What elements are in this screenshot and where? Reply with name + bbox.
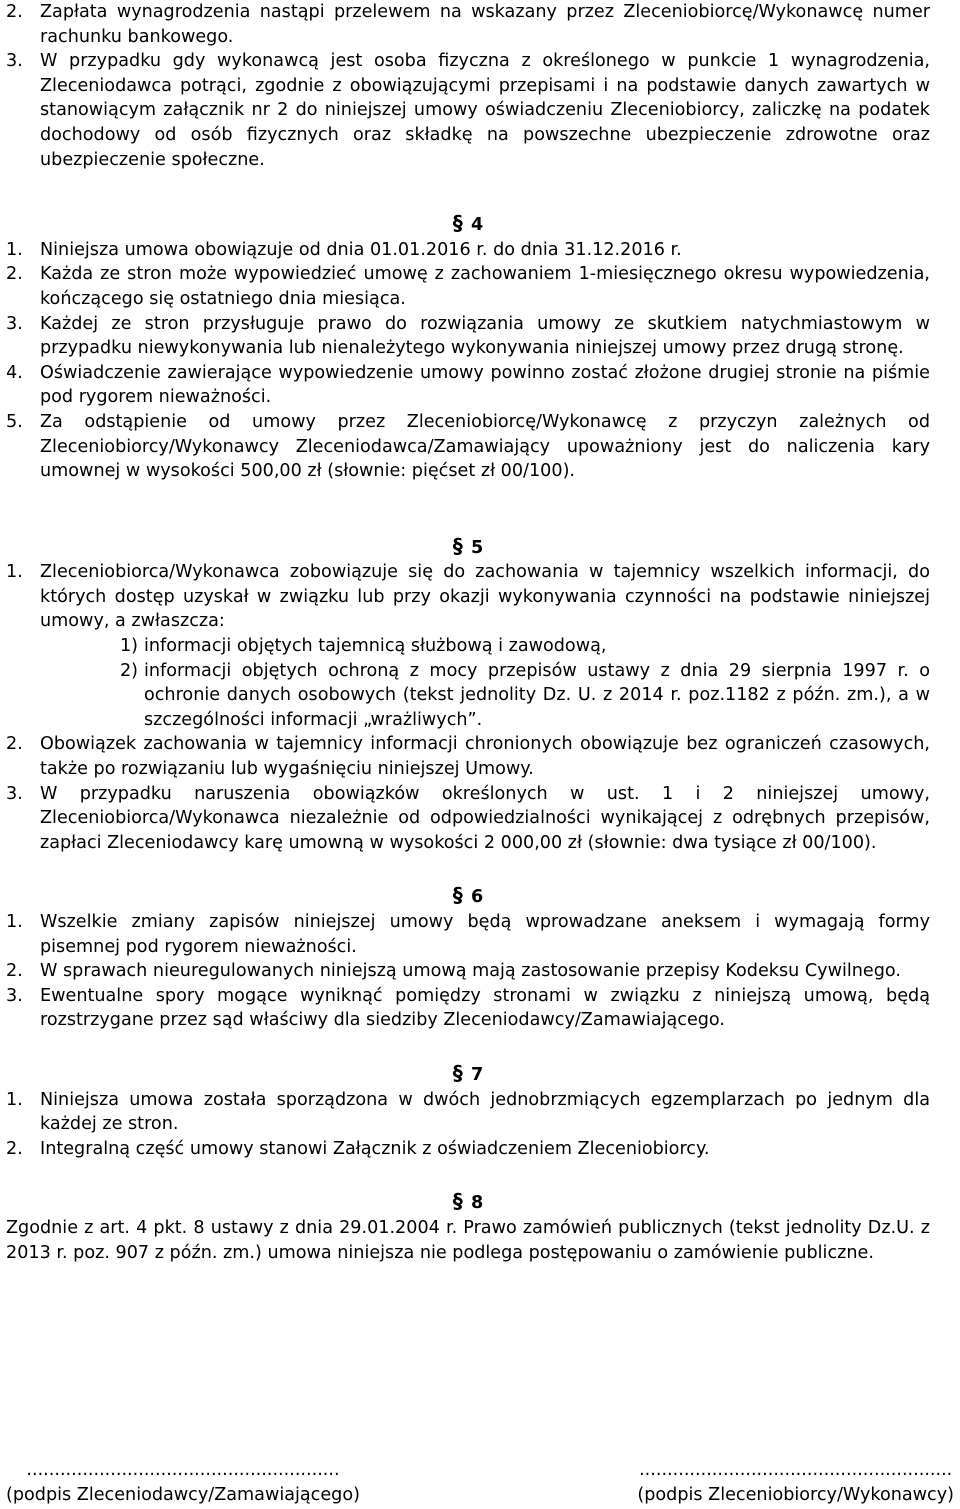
list-item (6, 959, 930, 984)
section-number: 5 (470, 537, 484, 558)
list-item (6, 312, 930, 361)
section-number: 6 (470, 887, 484, 908)
sub-item-text: informacji objętych tajemnicą służbową i zawodową, (144, 636, 607, 657)
item-text: Niniejsza umowa została sporządzona w dwóch jednobrzmiących egzemplarzach po jednym dla każdej ze stron. (40, 1089, 930, 1135)
item-number: 2. (6, 734, 23, 755)
section-number: 4 (470, 215, 484, 236)
signature-line: ........................................................ (26, 1460, 340, 1480)
item-number: 2. (6, 264, 23, 285)
item-number: 3. (6, 985, 23, 1006)
section-4-heading (6, 211, 930, 238)
sub-list-item (102, 634, 930, 659)
item-text: W sprawach nieuregulowanych niniejszą umową mają zastosowanie przepisy Kodeksu Cywilnego. (40, 961, 901, 982)
list-item (6, 1137, 930, 1162)
section-symbol: § (452, 883, 463, 908)
section-symbol: § (452, 1189, 463, 1214)
sub-item-number: 2) (119, 660, 138, 681)
item-text: Zapłata wynagrodzenia nastąpi przelewem na wskazany przez Zleceniobiorcę/Wykonawcę numer rachunku bankowego. (40, 2, 930, 47)
sub-item-number: 1) (119, 636, 138, 657)
item-text: Każda ze stron może wypowiedzieć umowę z zachowaniem 1-miesięcznego okresu wypowiedzenia, kończącego się ostatniego dnia miesiąca. (40, 264, 930, 309)
item-text: Oświadczenie zawierające wypowiedzenie umowy powinno zostać złożone drugiej stronie na piśmie pod rygorem nieważności. (40, 362, 930, 408)
signature-right (637, 1458, 954, 1507)
section-8-text: Zgodnie z art. 4 pkt. 8 ustawy z dnia 29.01.2004 r. Prawo zamówień publicznych (tekst jednolity Dz.U. z 2013 r. poz. 907 z późn. zm.) umowa niniejsza nie podlega postępowaniu o zamówienie publiczne. (6, 1217, 930, 1263)
item-number: 2. (6, 1138, 23, 1159)
item-number: 1. (6, 562, 23, 583)
list-item (6, 361, 930, 410)
item-text: Integralną część umowy stanowi Załącznik z oświadczeniem Zleceniobiorcy. (40, 1138, 710, 1159)
list-item (6, 49, 930, 172)
item-text: Ewentualne spory mogące wyniknąć pomiędzy stronami w związku z niniejszą umową, będą rozstrzygane przez sąd właściwy dla siedziby Zleceniodawcy/Zamawiającego. (40, 985, 930, 1031)
section-symbol: § (452, 533, 463, 558)
signature-left (6, 1458, 360, 1507)
list-item (6, 0, 930, 49)
list-item (6, 732, 930, 781)
item-text: Każdej ze stron przysługuje prawo do rozwiązania umowy ze skutkiem natychmiastowym w przypadku niewykonywania lub nienależytego wykonywania niniejszej umowy przez drugą stronę. (40, 313, 930, 359)
list-item (6, 782, 930, 856)
item-text: Obowiązek zachowania w tajemnicy informacji chronionych obowiązuje bez ograniczeń czasowych, także po rozwiązaniu lub wygaśnięciu niniejszej Umowy. (40, 734, 930, 780)
item-text: W przypadku gdy wykonawcą jest osoba fizyczna z określonego w punkcie 1 wynagrodzenia, Zleceniodawca potrąci, zgodnie z obowiązującymi przepisami i na podstawie danych zawartych w stanowiącym załącznik nr 2 do niniejszej umowy oświadczeniu Zleceniobiorcy, zaliczkę na podatek dochodowy od osób fizycznych oraz składkę na powszechne ubezpieczenie zdrowotne oraz ubezpieczenie społeczne. (40, 51, 930, 170)
item-number: 3. (6, 51, 23, 72)
item-text: Za odstąpienie od umowy przez Zleceniobiorcę/Wykonawcę z przyczyn zależnych od Zleceniobiorcy/Wykonawcy Zleceniodawca/Zamawiający upoważniony jest do naliczenia kary umownej w wysokości 500,00 zł (słownie: pięćset zł 00/100). (40, 411, 930, 482)
section-number: 8 (470, 1193, 484, 1214)
section-7-heading (6, 1061, 930, 1088)
signature-label: (podpis Zleceniobiorcy/Wykonawcy) (637, 1484, 954, 1505)
list-item (6, 1088, 930, 1137)
sub-list-item (102, 659, 930, 733)
item-text: Niniejsza umowa obowiązuje od dnia 01.01.2016 r. do dnia 31.12.2016 r. (40, 239, 682, 260)
signature-label: (podpis Zleceniodawcy/Zamawiającego) (6, 1484, 360, 1505)
section-6-heading (6, 883, 930, 910)
item-number: 4. (6, 362, 23, 383)
item-number: 2. (6, 2, 23, 22)
item-number: 1. (6, 239, 23, 260)
list-item (6, 910, 930, 959)
item-number: 1. (6, 1089, 23, 1110)
item-number: 1. (6, 912, 23, 932)
section-8-heading (6, 1189, 930, 1216)
list-item (6, 262, 930, 311)
item-number: 5. (6, 411, 23, 432)
signature-area (6, 1458, 954, 1507)
section-symbol: § (452, 1060, 463, 1085)
item-text: Wszelkie zmiany zapisów niniejszej umowy będą wprowadzane aneksem i wymagają formy pisemnej pod rygorem nieważności. (40, 912, 930, 957)
section-symbol: § (452, 211, 463, 236)
list-item (6, 238, 930, 263)
list-item (6, 560, 930, 634)
item-number: 2. (6, 961, 23, 982)
list-item (6, 410, 930, 484)
item-number: 3. (6, 313, 23, 334)
section-5-heading (6, 534, 930, 561)
signature-line: ........................................................ (639, 1460, 953, 1480)
item-text: W przypadku naruszenia obowiązków określonych w ust. 1 i 2 niniejszej umowy, Zleceniobiorca/Wykonawca niezależnie od odpowiedzialności wynikającej z odrębnych przepisów, zapłaci Zleceniodawcy karę umowną w wysokości 2 000,00 zł (słownie: dwa tysiące zł 00/100). (40, 783, 930, 853)
item-number: 3. (6, 783, 23, 804)
list-item (6, 984, 930, 1033)
sub-item-text: informacji objętych ochroną z mocy przepisów ustawy z dnia 29 sierpnia 1997 r. o ochronie danych osobowych (tekst jednolity Dz. U. z 2014 r. poz.1182 z późn. zm.), a w szczególności informacji „wrażliwych”. (144, 660, 930, 730)
item-text: Zleceniobiorca/Wykonawca zobowiązuje się do zachowania w tajemnicy wszelkich informacji, do których dostęp uzyskał w związku lub przy okazji wykonywania czynności na podstawie niniejszej umowy, a zwłaszcza: (40, 562, 930, 632)
section-number: 7 (470, 1064, 484, 1085)
